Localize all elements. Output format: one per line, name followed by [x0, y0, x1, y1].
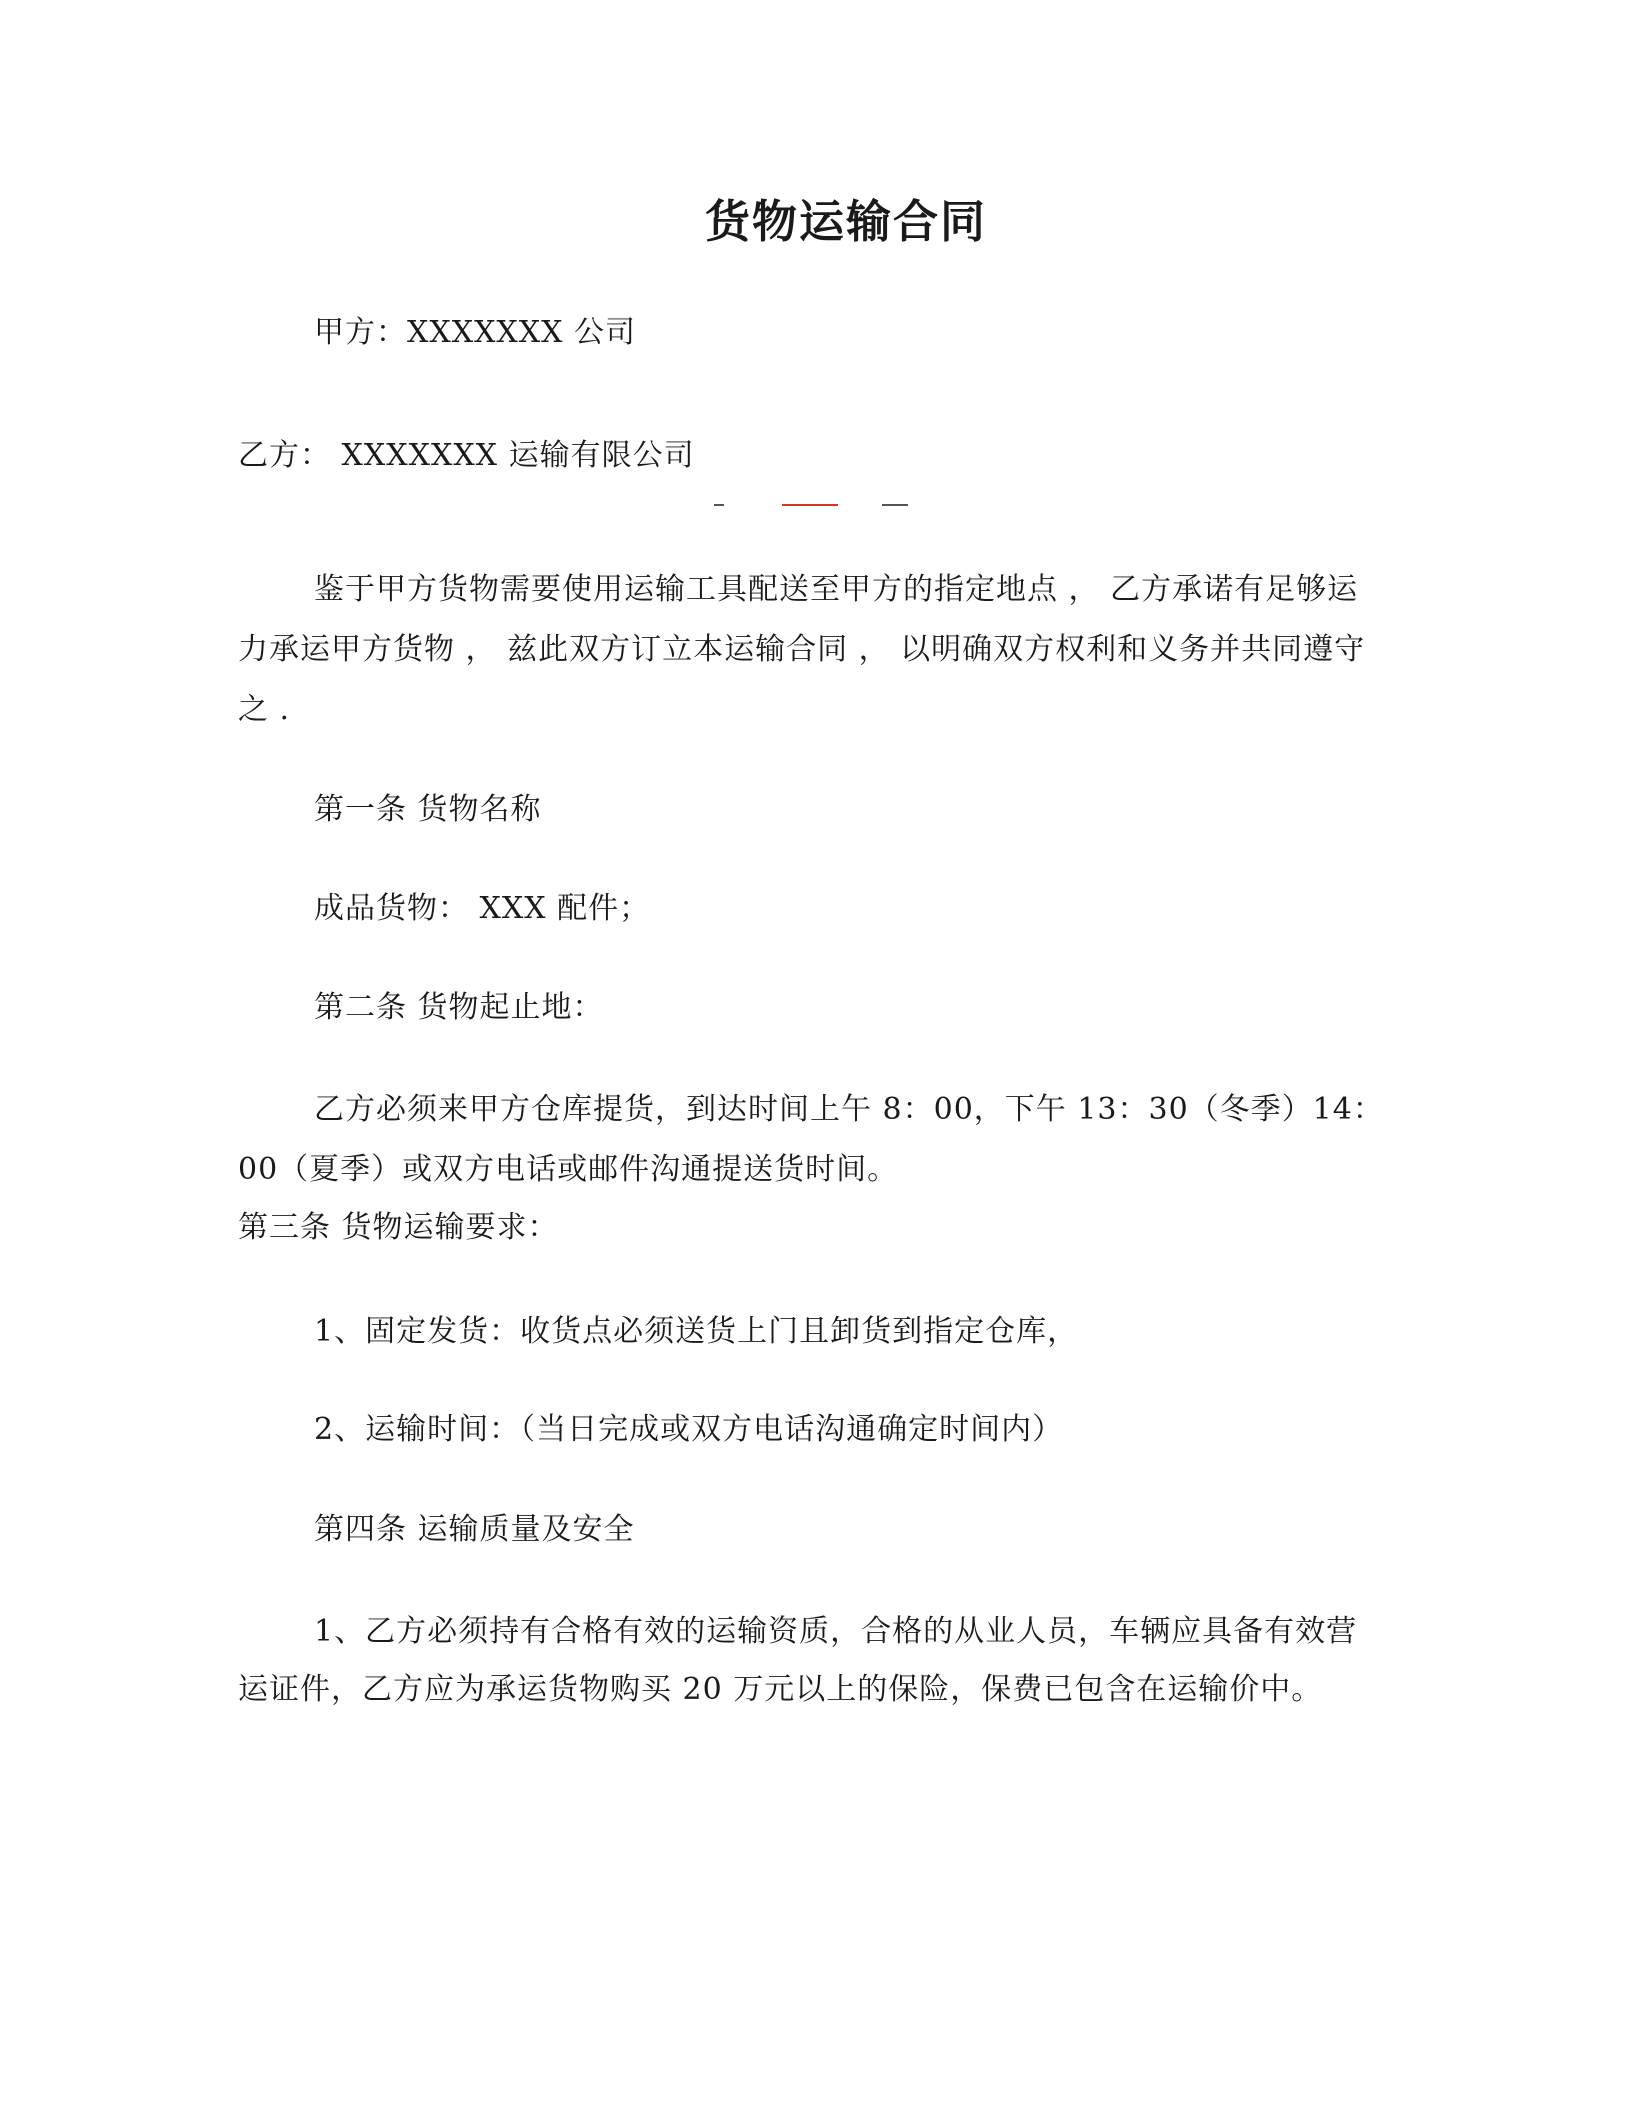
article2-text-line-2: 00（夏季）或双方电话或邮件沟通提送货时间。	[238, 1152, 899, 1187]
preamble-line-1: 鉴于甲方货物需要使用运输工具配送至甲方的指定地点 ， 乙方承诺有足够运	[314, 572, 1359, 607]
decorative-marks	[0, 504, 1632, 510]
article4-item-1-line-1: 1、乙方必须持有合格有效的运输资质，合格的从业人员，车辆应具备有效营	[314, 1614, 1358, 1649]
article3-item-1: 1、固定发货：收货点必须送货上门且卸货到指定仓库，	[314, 1314, 1079, 1349]
article3-heading: 第三条 货物运输要求：	[238, 1210, 559, 1245]
preamble-line-3: 之 .	[238, 692, 291, 727]
gray-mark-left	[714, 504, 724, 506]
article4-heading: 第四条 运输质量及安全	[314, 1512, 635, 1547]
article2-heading: 第二条 货物起止地：	[314, 990, 604, 1025]
article4-item-1-line-2: 运证件，乙方应为承运货物购买 20 万元以上的保险，保费已包含在运输价中。	[238, 1672, 1323, 1707]
article3-item-2: 2、运输时间：（当日完成或双方电话沟通确定时间内）	[314, 1412, 1064, 1447]
article1-item: 成品货物： XXX 配件；	[314, 891, 651, 926]
party-b: 乙方： XXXXXXX 运输有限公司	[238, 438, 695, 473]
gray-mark-right	[882, 504, 908, 506]
document-title: 货物运输合同	[704, 195, 987, 248]
party-a: 甲方：XXXXXXX 公司	[314, 315, 637, 350]
preamble-line-2: 力承运甲方货物 ， 兹此双方订立本运输合同 ， 以明确双方权利和义务并共同遵守	[238, 632, 1366, 667]
red-mark	[782, 504, 838, 506]
article2-text-line-1: 乙方必须来甲方仓库提货，到达时间上午 8：00，下午 13：30（冬季）14：	[314, 1092, 1384, 1127]
article1-heading: 第一条 货物名称	[314, 792, 542, 827]
